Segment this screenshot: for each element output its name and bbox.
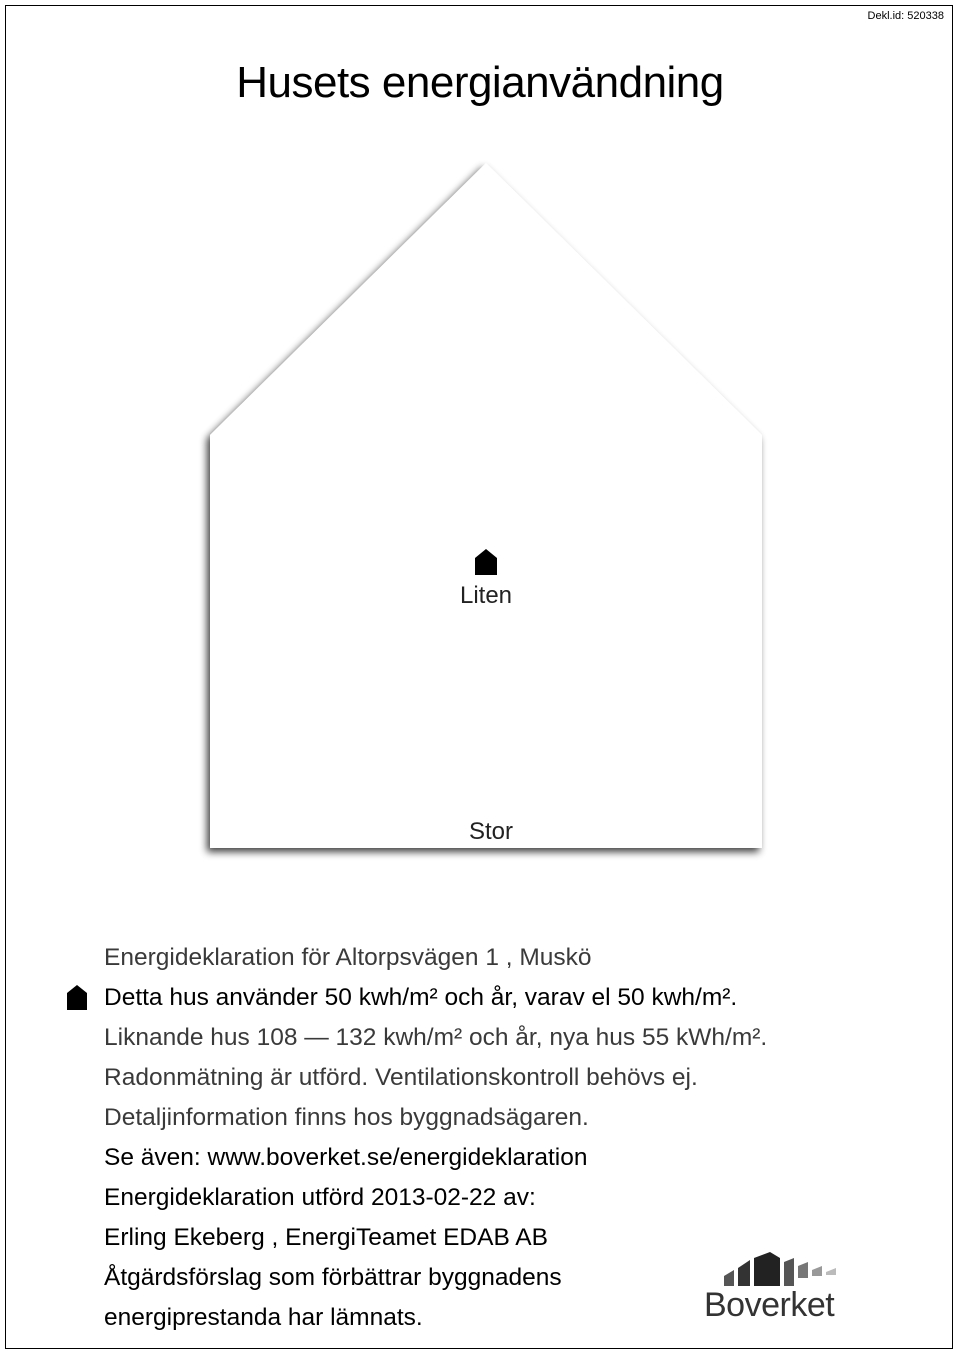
boverket-logo-text: Boverket bbox=[704, 1286, 835, 1324]
declaration-id: Dekl.id: 520338 bbox=[867, 10, 944, 22]
scale-label-large: Stor bbox=[468, 818, 513, 845]
info-radon: Radonmätning är utförd. Ventilationskontroll behövs ej. bbox=[104, 1064, 698, 1091]
info-expert: Erling Ekeberg , EnergiTeamet EDAB AB bbox=[104, 1224, 548, 1251]
info-heading: Energideklaration för Altorpsvägen 1 , Muskö bbox=[104, 944, 592, 971]
info-measures-line2: energiprestanda har lämnats. bbox=[104, 1304, 423, 1331]
info-measures-line1: Åtgärdsförslag som förbättrar byggnadens bbox=[104, 1264, 562, 1291]
page-title: Husets energianvändning bbox=[236, 58, 724, 107]
declaration-info bbox=[104, 938, 767, 1338]
info-performed: Energideklaration utförd 2013-02-22 av: bbox=[104, 1184, 536, 1211]
house-marker-icon bbox=[474, 549, 498, 575]
info-similar: Liknande hus 108 — 132 kwh/m² och år, nya hus 55 kWh/m². bbox=[104, 1024, 768, 1051]
info-details: Detaljinformation finns hos byggnadsägaren. bbox=[104, 1104, 589, 1131]
scale-label-small: Liten bbox=[459, 582, 513, 609]
info-see-also: Se även: www.boverket.se/energideklaration bbox=[104, 1144, 588, 1171]
info-usage: Detta hus använder 50 kwh/m² och år, varav el 50 kwh/m². bbox=[104, 984, 738, 1011]
house-marker-icon-small bbox=[66, 985, 88, 1011]
